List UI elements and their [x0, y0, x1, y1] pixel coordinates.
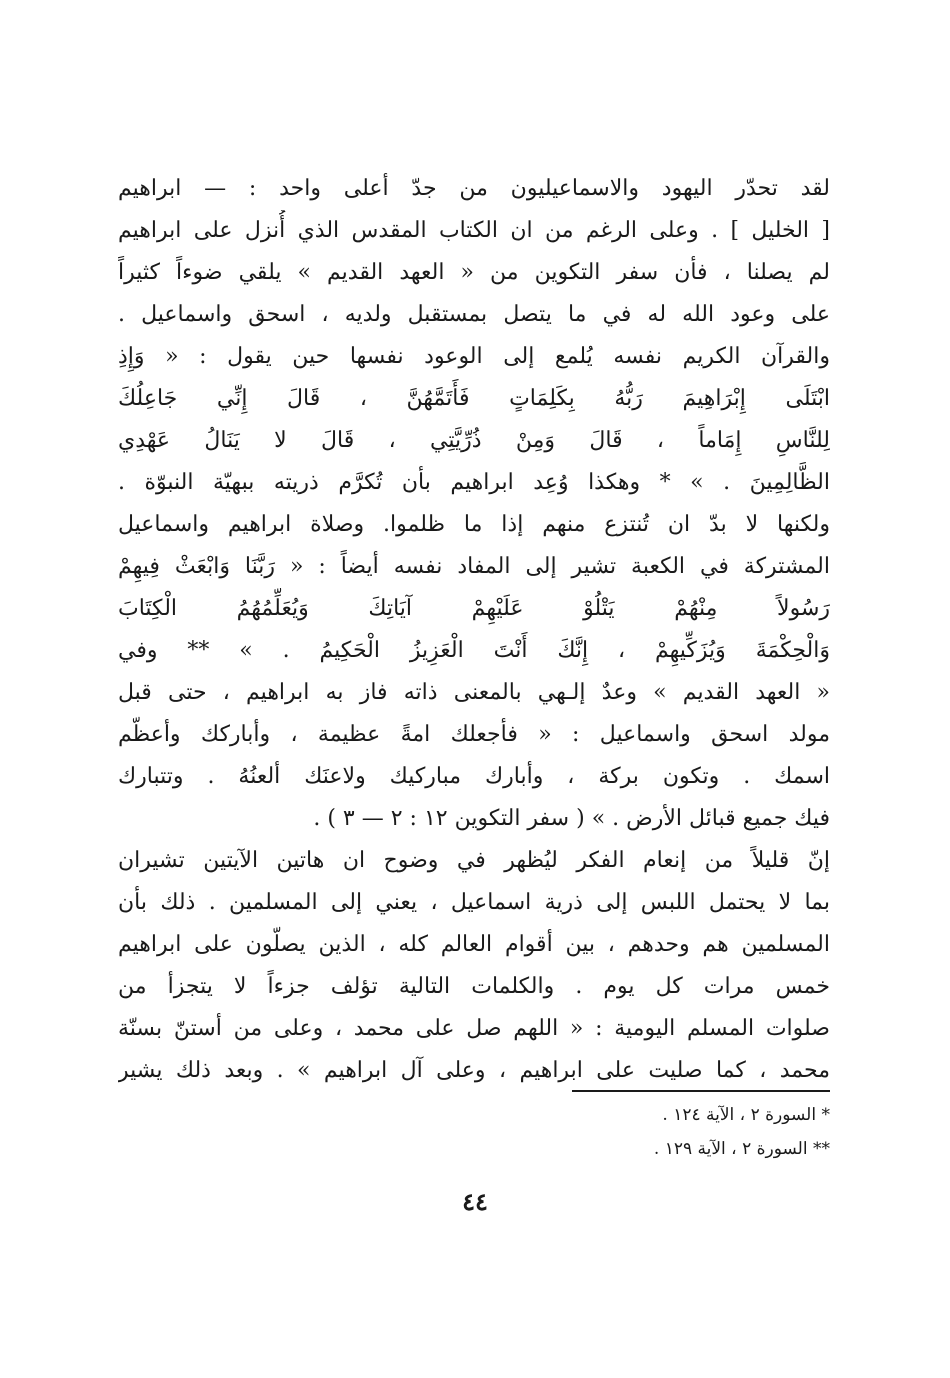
body-text	[118, 168, 830, 1092]
text-line: ابْتَلَى إِبْرَاهِيمَ رَبُّهُ بِكَلِمَاتٍ فَأَتَمَّهُنَّ ، قَالَ إِنِّي جَاعِلُكَ	[118, 386, 830, 411]
text-line: صلوات المسلم اليومية : « اللهم صل على محمد ، وعلى من أستنّ بسنّة	[118, 1016, 830, 1041]
text-line: بما لا يحتمل اللبس إلى ذرية اسماعيل ، يعني إلى المسلمين . ذلك بأن	[118, 890, 830, 915]
text-line: « العهد القديم » وعدٌ إلـهي بالمعنى ذاته فاز به ابراهيم ، حتى قبل	[118, 680, 830, 705]
text-line: المسلمين هم وحدهم ، بين أقوام العالم كله ، الذين يصلّون على ابراهيم	[118, 932, 830, 957]
text-line: محمد ، كما صليت على ابراهيم ، وعلى آل ابراهيم » . وبعد ذلك يشير	[118, 1058, 830, 1083]
footnotes	[118, 1098, 830, 1166]
text-line: خمس مرات كل يوم . والكلمات التالية تؤلف جزءاً لا يتجزأ من	[118, 974, 830, 999]
text-line: وَالْحِكْمَةَ وَيُزَكِّيهِمْ ، إِنَّكَ أَنْتَ الْعَزِيزُ الْحَكِيمُ . » ** وفي	[118, 638, 830, 663]
text-line: والقرآن الكريم نفسه يُلمع إلى الوعود نفسها حين يقول : « وَإِذِ	[118, 344, 830, 369]
text-line: [ الخليل ] . وعلى الرغم من ان الكتاب المقدس الذي أُنزل على ابراهيم	[118, 218, 830, 243]
text-line: لم يصلنا ، فأن سفر التكوين من « العهد القديم » يلقي ضوءاً كثيراً	[118, 260, 830, 285]
text-line: على وعود الله له في ما يتصل بمستقبل ولديه ، اسحق واسماعيل .	[118, 302, 830, 327]
text-line: فيك جميع قبائل الأرض . » ( سفر التكوين ١٢ : ٢ — ٣ ) .	[313, 806, 830, 831]
text-line: اسمك . وتكون بركة ، وأبارك مباركيك ولاعنَك ألعنُهُ . وتتبارك	[118, 764, 830, 789]
footnote-divider	[572, 1090, 830, 1092]
text-line: مولد اسحق واسماعيل : « فأجعلك امةً عظيمة ، وأباركك وأعظّم	[118, 722, 830, 747]
text-line: ولكنها لا بدّ ان تُنتزع منهم إذا ما ظلموا. وصلاة ابراهيم واسماعيل	[118, 512, 830, 537]
footnote: * السورة ٢ ، الآية ١٢٤ .	[662, 1105, 830, 1125]
text-line: لِلنَّاسِ إِمَاماً ، قَالَ وَمِنْ ذُرِّيَّتِي ، قَالَ لا يَنَالُ عَهْدِي	[118, 428, 830, 453]
text-line: إنّ قليلاً من إنعام الفكر ليُظهر في وضوح ان هاتين الآيتين تشيران	[118, 848, 830, 873]
page-number: ٤٤	[462, 1187, 488, 1216]
text-line: الظَّالِمِينَ . » * وهكذا وُعِد ابراهيم بأن تُكرَّم ذريته ببهيّة النبوّة .	[118, 470, 830, 495]
text-line: رَسُولاً مِنْهُمْ يَتْلُوْ عَلَيْهِمْ آيَاتِكَ وَيُعَلِّمُهُمُ الْكِتَابَ	[118, 596, 830, 621]
text-line: لقد تحدّر اليهود والاسماعيليون من جدّ أعلى واحد : — ابراهيم	[118, 176, 830, 201]
footnote: ** السورة ٢ ، الآية ١٢٩ .	[653, 1139, 830, 1159]
text-line: المشتركة في الكعبة تشير إلى المفاد نفسه أيضاً : « رَبَّنَا وَابْعَثْ فِيهِمْ	[118, 554, 830, 579]
